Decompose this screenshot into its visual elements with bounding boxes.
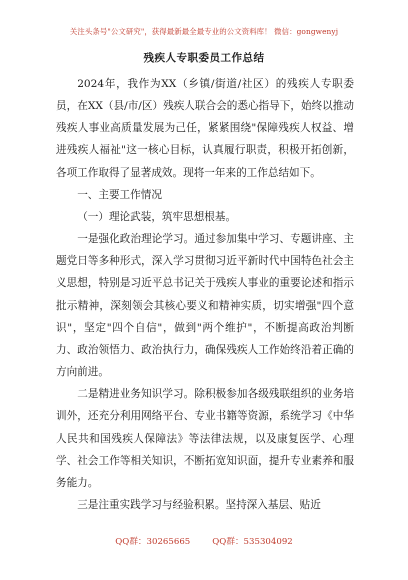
footer-qq-group-1: QQ群：30265665: [115, 537, 191, 547]
paragraph-intro: 2024年，我作为XX（乡镇/街道/社区）的残疾人专职委员，在XX（县/市/区）残疾人联合会的悉心指导下，始终以推动残疾人事业高质量发展为己任，紧紧围绕"保障残疾人权益、增进残疾人福祉"这一核心目标，认真履行职责，积极开拓创新，各项工作取得了显著成效。现将一年来的工作总结如下。: [56, 78, 354, 179]
paragraph-point-3: 三是注重实践学习与经验积累。坚持深入基层、贴近: [77, 498, 321, 511]
document-title: 残疾人专职委员工作总结: [143, 52, 265, 64]
heading-section-1: 一、主要工作情况: [77, 188, 162, 201]
header-banner: 关注头条号"公文研究"，获得最新最全最专业的公文资料库！ 微信：gongwenyj: [69, 27, 339, 36]
footer-contact: [0, 535, 408, 547]
heading-subsection-1: （一）理论武装，筑牢思想根基。: [77, 210, 237, 223]
paragraph-point-2: 二是精进业务知识学习。除积极参加各级残联组织的业务培训外，还充分利用网络平台、专业书籍等资源，系统学习《中华人民共和国残疾人保障法》等法律法规，以及康复医学、心理学、社会工作等相关知识，不断拓宽知识面，提升专业素养和服务能力。: [56, 388, 354, 489]
paragraph-point-1: 一是强化政治理论学习。通过参加集中学习、专题讲座、主题党日等多种形式，深入学习贯彻习近平新时代中国特色社会主义思想，特别是习近平总书记关于残疾人事业的重要论述和指示批示精神，深刻领会其核心要义和精神实质，切实增强"四个意识"，坚定"四个自信"，做到"两个维护"，不断提高政治判断力、政治领悟力、政治执行力，确保残疾人工作始终沿着正确的方向前进。: [56, 233, 354, 379]
document-body: [56, 73, 354, 516]
footer-qq-group-2: QQ群：535304092: [212, 537, 293, 547]
